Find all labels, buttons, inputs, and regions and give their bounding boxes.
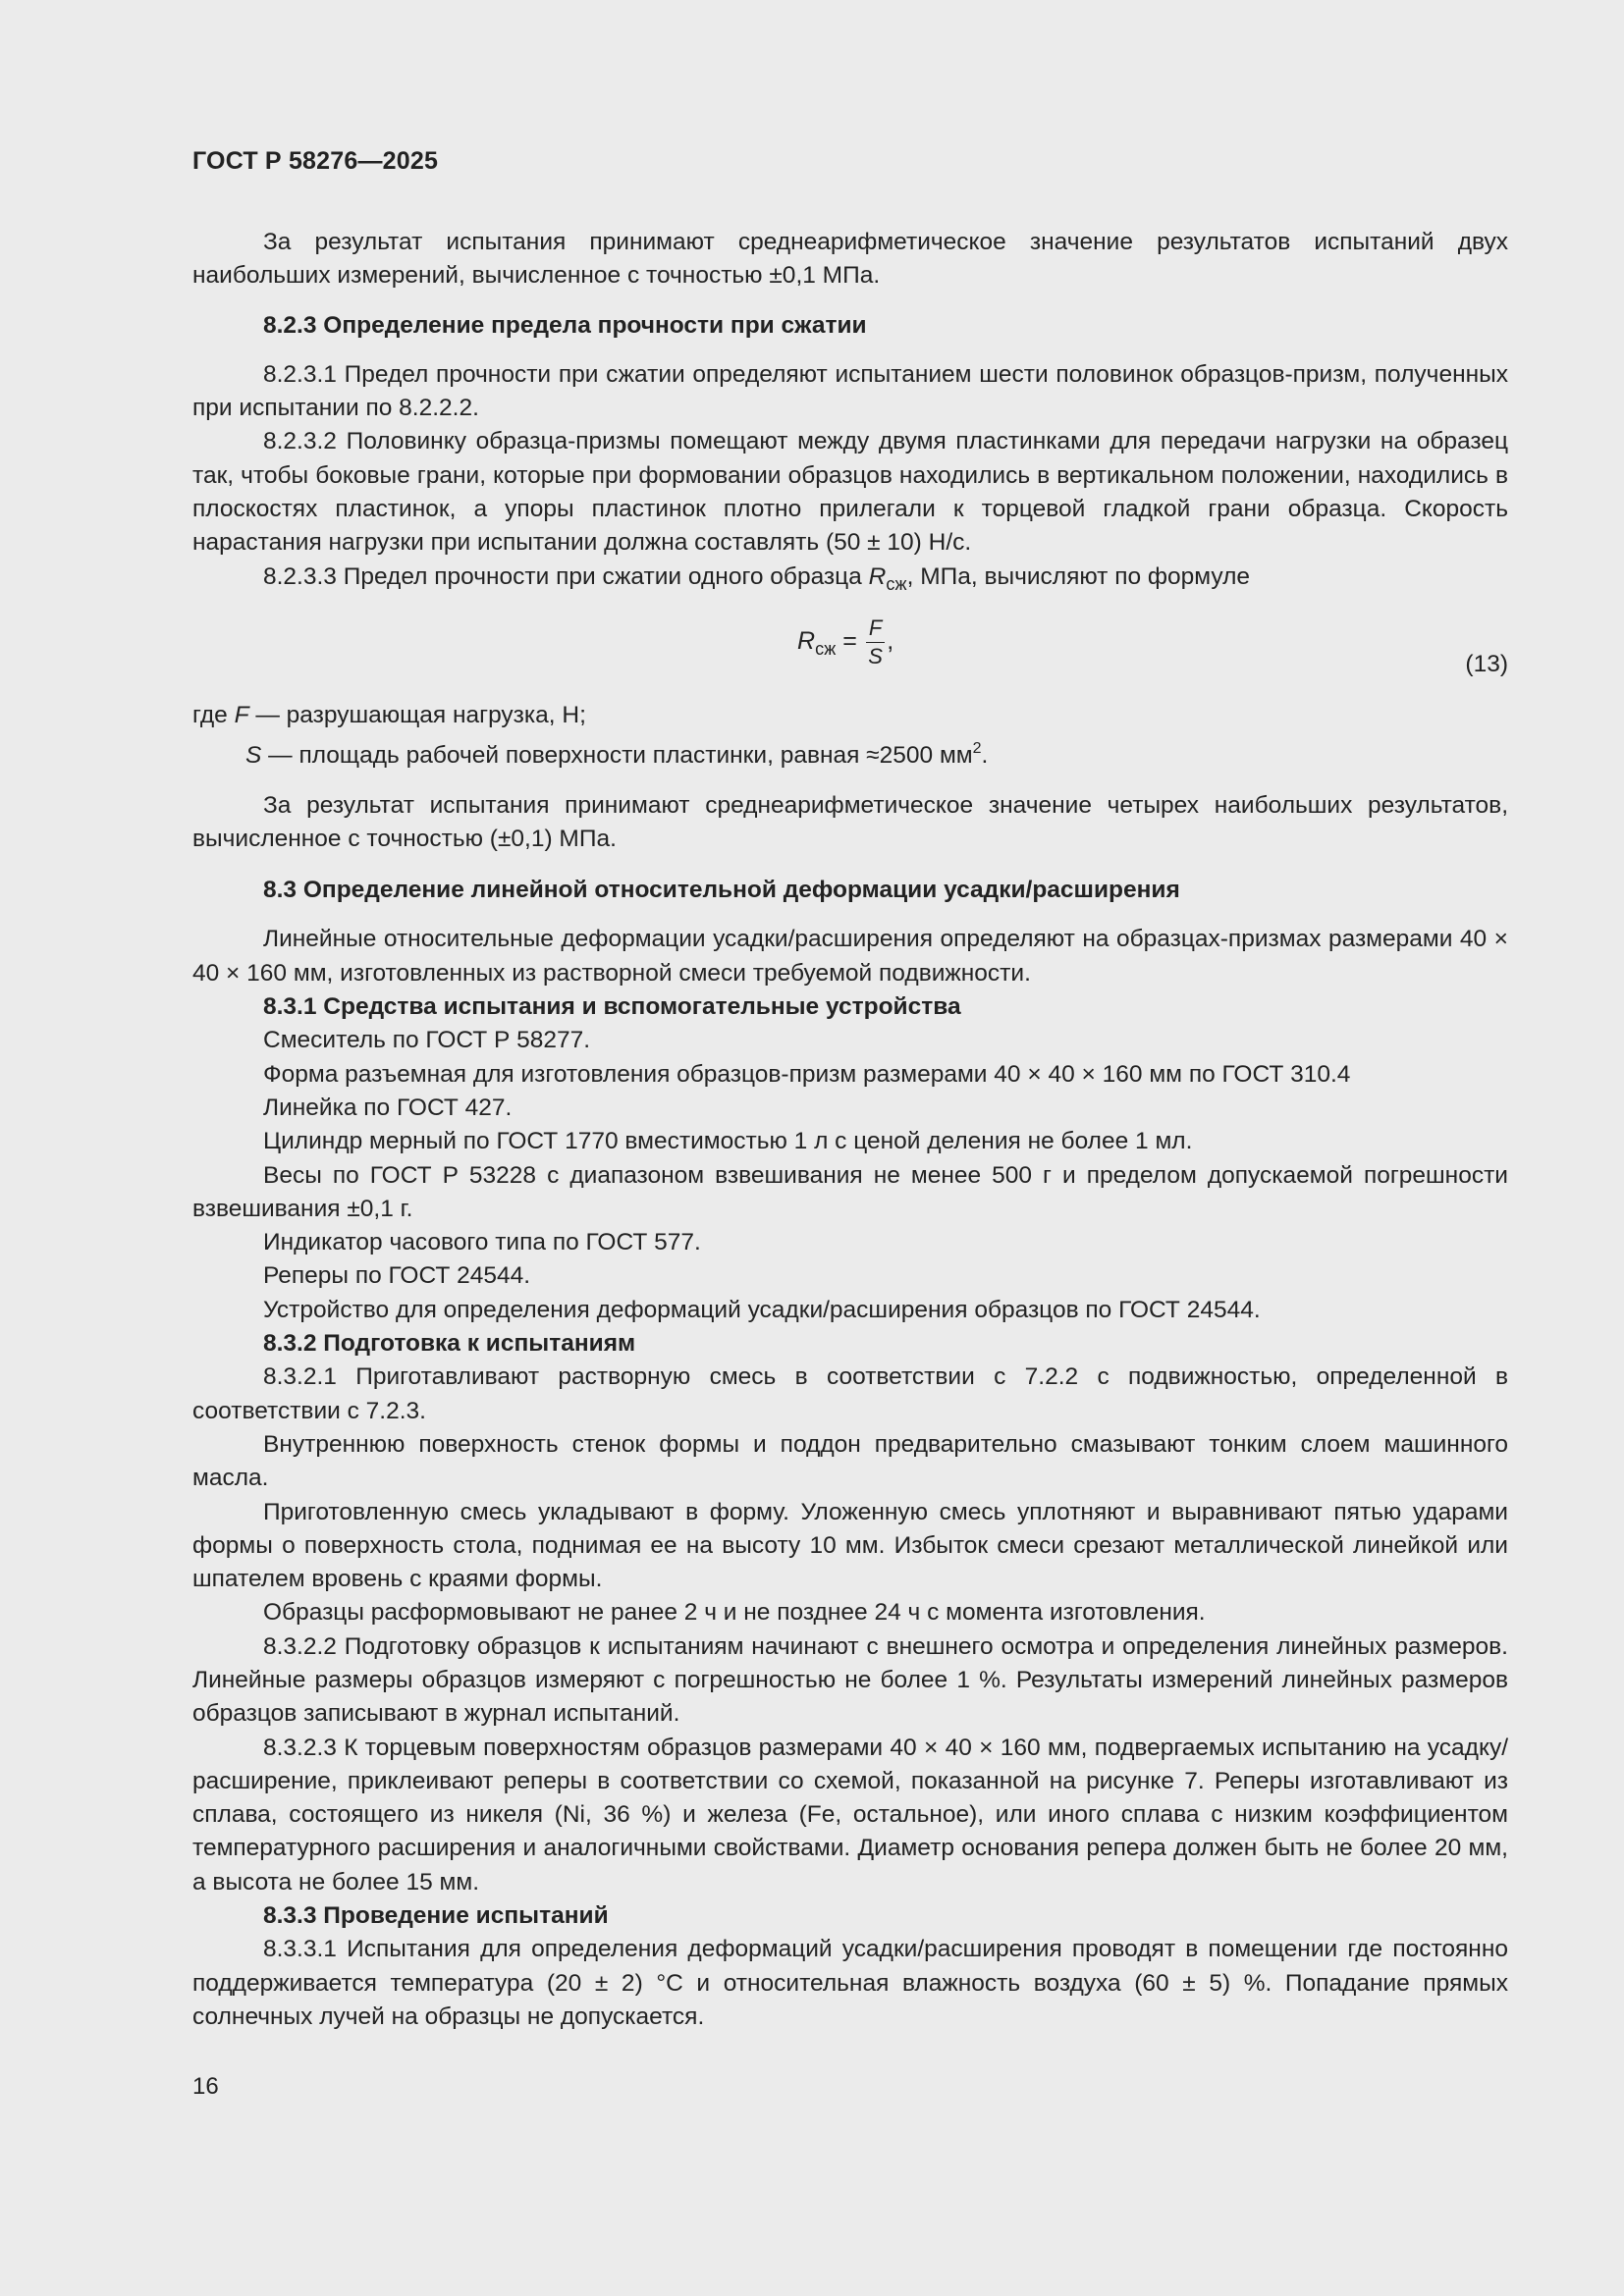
- paragraph-8-2-3-3: 8.2.3.3 Предел прочности при сжатии одного образца $R_{сж}$, МПа, вычисляют по формуле: [263, 562, 1251, 594]
- heading-8-2-3: 8.2.3 Определение предела прочности при сжатии: [263, 311, 867, 339]
- paragraph-8-3-2-1: 8.3.2.1 Приготавливают растворную смесь в соответствии с 7.2.2 с подвижностью, определенной в соответствии с 7.2.3.: [192, 1363, 1508, 1424]
- where-f: где F — разрушающая нагрузка, Н;: [192, 701, 586, 728]
- paragraph-8-3-2-1-oil: Внутреннюю поверхность стенок формы и поддон предварительно смазывают тонким слоем машинного масла.: [192, 1430, 1508, 1492]
- document-header: ГОСТ Р 58276—2025: [192, 147, 439, 175]
- heading-8-3: 8.3 Определение линейной относительной деформации усадки/расширения: [263, 877, 1180, 904]
- paragraph-8-3-2-2: 8.3.2.2 Подготовку образцов к испытаниям начинают с внешнего осмотра и определения линейных размеров. Линейные размеры образцов измеряют с погрешностью не более 1 %. Результаты измерений линейных размеров образцов записывают в журнал испытаний.: [192, 1632, 1508, 1728]
- paragraph-8-3: Линейные относительные деформации усадки/расширения определяют на образцах-призмах размерами 40 × 40 × 160 мм, изготовленных из растворной смеси требуемой подвижности.: [192, 926, 1508, 987]
- list-item-indicator: Индикатор часового типа по ГОСТ 577.: [263, 1229, 701, 1256]
- list-item-mold: Форма разъемная для изготовления образцов-призм размерами 40 × 40 × 160 мм по ГОСТ 310.4: [263, 1060, 1351, 1088]
- formula-expression: $R_{сж}$ = $\frac{F}{S}$ ,: [797, 614, 894, 668]
- paragraph-8-3-2-1-compact: Приготовленную смесь укладывают в форму. Уложенную смесь уплотняют и выравнивают пятью ударами формы о поверхность стола, поднимая ее на высоту 10 мм. Избыток смеси срезают металлической линейкой или шпателем вровень с краями формы.: [192, 1498, 1508, 1593]
- paragraph-8-2-3-2: 8.2.3.2 Половинку образца-призмы помещают между двумя пластинками для передачи нагрузки на образец так, чтобы боковые грани, которые при формовании образцов находились в вертикальном положении, находились в плоскостях пластинок, а упоры пластинок плотно прилегали к торцевой гладкой грани образца. Скорость нарастания нагрузки при испытании должна составлять (50 ± 10) Н/с.: [192, 428, 1508, 557]
- list-item-cylinder: Цилиндр мерный по ГОСТ 1770 вместимостью 1 л с ценой деления не более 1 мл.: [263, 1128, 1193, 1155]
- paragraph-8-3-3-1: 8.3.3.1 Испытания для определения деформаций усадки/расширения проводят в помещении где постоянно поддерживается температура (20 ± 2) °С и относительная влажность воздуха (60 ± 5) %. Попадание прямых солнечных лучей на образцы не допускается.: [192, 1936, 1508, 2030]
- formula-number: (13): [1465, 650, 1508, 677]
- paragraph-8-3-2-3: 8.3.2.3 К торцевым поверхностям образцов размерами 40 × 40 × 160 мм, подвергаемых испытанию на усадку/расширение, приклеивают реперы в соответствии со схемой, показанной на рисунке 7. Реперы изготавливают из сплава, состоящего из никеля (Ni, 36 %) и железа (Fe, остальное), или иного сплава с низким коэффициентом температурного расширения и аналогичными свойствами. Диаметр основания репера должен быть не более 20 мм, а высота не более 15 мм.: [192, 1734, 1508, 1896]
- heading-8-3-1: 8.3.1 Средства испытания и вспомогательные устройства: [263, 993, 961, 1021]
- paragraph-8-2-3-1: 8.2.3.1 Предел прочности при сжатии определяют испытанием шести половинок образцов-призм, полученных при испытании по 8.2.2.2.: [192, 360, 1508, 422]
- page-number: 16: [192, 2073, 219, 2100]
- where-s: S — площадь рабочей поверхности пластинки, равная ≈2500 $мм^2$.: [245, 740, 989, 770]
- formula-fraction: $\frac{F}{S}$: [866, 614, 885, 670]
- list-item-reference-points: Реперы по ГОСТ 24544.: [263, 1262, 531, 1290]
- paragraph-result-four: За результат испытания принимают среднеарифметическое значение четырех наибольших результатов, вычисленное с точностью (±0,1) МПа.: [192, 791, 1508, 852]
- list-item-ruler: Линейка по ГОСТ 427.: [263, 1094, 513, 1121]
- paragraph-8-3-2-1-demold: Образцы расформовывают не ранее 2 ч и не позднее 24 ч с момента изготовления.: [263, 1599, 1206, 1627]
- formula-13: [192, 609, 1508, 691]
- heading-8-3-3: 8.3.3 Проведение испытаний: [263, 1902, 609, 1930]
- document-body: [192, 226, 1508, 2034]
- heading-8-3-2: 8.3.2 Подготовка к испытаниям: [263, 1330, 636, 1358]
- list-item-mixer: Смеситель по ГОСТ Р 58277.: [263, 1027, 591, 1054]
- list-item-device: Устройство для определения деформаций усадки/расширения образцов по ГОСТ 24544.: [263, 1296, 1261, 1323]
- paragraph-result-two: За результат испытания принимают среднеарифметическое значение результатов испытаний двух наибольших измерений, вычисленное с точностью ±0,1 МПа.: [192, 229, 1508, 290]
- list-item-scales: Весы по ГОСТ Р 53228 с диапазоном взвешивания не менее 500 г и пределом допускаемой погрешности взвешивания ±0,1 г.: [192, 1161, 1508, 1222]
